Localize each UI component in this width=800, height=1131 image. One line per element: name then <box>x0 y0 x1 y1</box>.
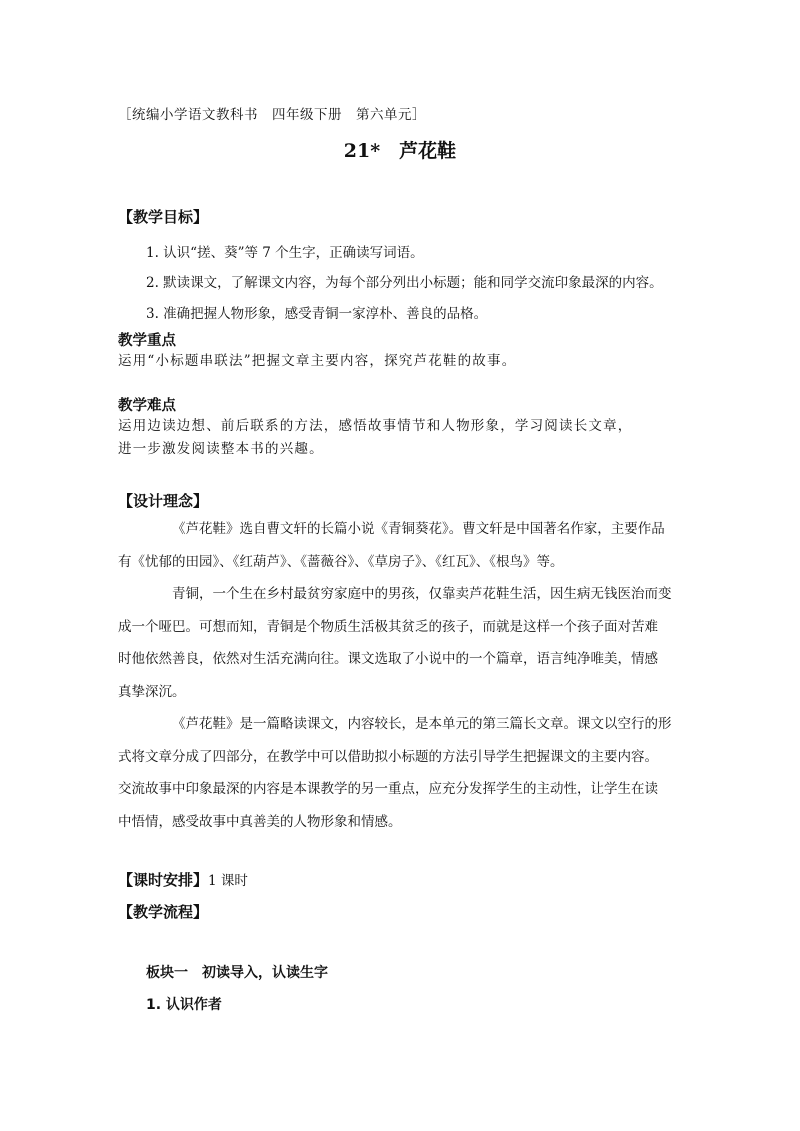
schedule-row <box>118 869 248 890</box>
design-p3-line-3: 交流故事中印象最深的内容是本课教学的另一重点，应充分发挥学生的主动性，让学生在读 <box>118 781 658 797</box>
difficulty-line-1: 运用边读边想、前后联系的方法，感悟故事情节和人物形象，学习阅读长文章， <box>118 418 633 434</box>
design-p2-line-3: 时他依然善良，依然对生活充满向往。课文选取了小说中的一个篇章，语言纯净唯美，情感 <box>118 651 658 667</box>
process-heading: 【教学流程】 <box>118 903 209 921</box>
key-point-text: 运用“小标题串联法”把握文章主要内容，探究芦花鞋的故事。 <box>118 353 517 369</box>
design-p2-line-1: 青铜，一个生在乡村最贫穷家庭中的男孩，仅靠卖芦花鞋生活，因生病无钱医治而变 <box>172 586 672 602</box>
key-point-heading: 教学重点 <box>118 333 176 349</box>
design-paragraph-2 <box>118 578 690 708</box>
objective-item-2: 2. 默读课文，了解课文内容，为每个部分列出小标题；能和同学交流印象最深的内容。 <box>146 275 663 291</box>
objective-item-1: 1. 认识“搓、葵”等 7 个生字，正确读写词语。 <box>146 245 424 261</box>
process-step-1: 1. 认识作者 <box>146 997 222 1013</box>
design-p1-line-2: 有《忧郁的田园》、《红葫芦》、《蔷薇谷》、《草房子》、《红瓦》、《根鸟》等。 <box>118 553 564 570</box>
schedule-value: 1 课时 <box>208 873 248 889</box>
design-paragraph-1 <box>118 513 690 578</box>
objective-item-3: 3. 准确把握人物形象，感受青铜一家淳朴、善良的品格。 <box>146 306 488 322</box>
objectives-heading: 【教学目标】 <box>118 208 209 226</box>
header-series-label: ［统编小学语文教科书 四年级下册 第六单元］ <box>118 107 426 123</box>
process-block-title: 板块一 初读导入，认读生字 <box>146 965 328 981</box>
design-p1-line-1: 《芦花鞋》选自曹文轩的长篇小说《青铜葵花》。曹文轩是中国著名作家，主要作品 <box>172 521 665 537</box>
schedule-heading: 【课时安排】 <box>118 871 209 889</box>
design-p3-line-2: 式将文章分成了四部分，在教学中可以借助拟小标题的方法引导学生把握课文的主要内容。 <box>118 748 658 765</box>
design-p3-line-4: 中悟情，感受故事中真善美的人物形象和情感。 <box>118 813 402 830</box>
design-p3-line-1: 《芦花鞋》是一篇略读课文，内容较长，是本单元的第三篇长文章。课文以空行的形 <box>172 716 672 732</box>
difficulty-line-2: 进一步激发阅读整本书的兴趣。 <box>118 441 324 457</box>
lesson-title: 21* 芦花鞋 <box>343 140 457 162</box>
design-p2-line-2: 成一个哑巴。可想而知，青铜是个物质生活极其贫乏的孩子，而就是这样一个孩子面对苦难 <box>118 618 658 635</box>
design-heading: 【设计理念】 <box>118 492 209 510</box>
design-paragraph-3 <box>118 708 690 838</box>
design-p2-line-4: 真挚深沉。 <box>118 683 186 700</box>
difficulty-heading: 教学难点 <box>118 398 176 414</box>
